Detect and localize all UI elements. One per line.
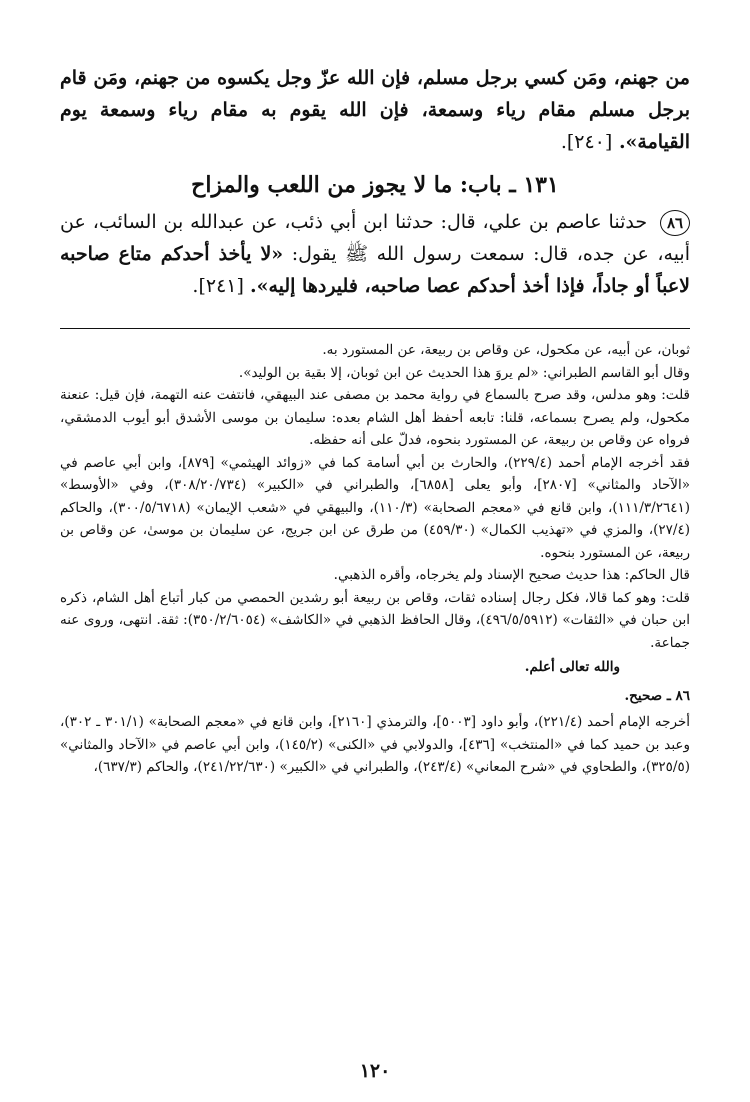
- footnote-paragraph: قلت: وهو مدلس، وقد صرح بالسماع في رواية محمد بن مصفى عند البيهقي، فانتفت عنه التهمة، فإن قيل: عنعنة مكحول، ولم يصرح بسماعه، قلنا: تابعه أحفظ أهل الشام بعده: سليمان بن موسى الأشدق أبو أيوب الدمشقي، فرواه عن وقاص بن ربيعة، عن المستورد بنحوه، فدلّ على أنه حفظه.: [60, 387, 690, 448]
- hadith-block: [60, 206, 690, 302]
- main-text-continuation: [60, 62, 690, 158]
- hadith-isnad: حدثنا عاصم بن علي، قال: حدثنا ابن أبي ذئب، عن عبدالله بن السائب، عن أبيه، عن جده، قال: سمعت رسول الله ﷺ يقول:: [60, 211, 690, 265]
- footnote-86-text: أخرجه الإمام أحمد (٢٢١/٤)، وأبو داود [٥٠٠٣]، والترمذي [٢١٦٠]، وابن قانع في «معجم الصحابة» (٣٠١/١ ـ ٣٠٢)، وعبد بن حميد كما في «المنتخب» [٤٣٦]، والدولابي في «الكنى» (١٤٥/٢)، وابن أبي عاصم في «الآحاد والمثاني» (٣٢٥/٥)، والطحاوي في «شرح المعاني» (٢٤٣/٤)، والطبراني في «الكبير» (٢٤١/٢٢/٦٣٠)، والحاكم (٦٣٧/٣)،: [60, 714, 690, 775]
- continuation-reference: [٢٤٠].: [560, 131, 613, 153]
- footnote-86-label: ٨٦ ـ صحيح.: [624, 687, 690, 704]
- footnote-paragraph: وقال أبو القاسم الطبراني: «لم يروَ هذا الحديث عن ابن ثوبان، إلا بقية بن الوليد».: [238, 364, 690, 381]
- continuation-paragraph: [60, 62, 690, 158]
- hadith-reference: [٢٤١].: [192, 275, 244, 297]
- footnote-closing: والله تعالى أعلم.: [524, 659, 620, 675]
- hadith-matn: «لا يأخذ أحدكم متاع صاحبه لاعباً أو جاداً، فإذا أخذ أحدكم عصا صاحبه، فليردها إليه».: [60, 243, 690, 297]
- footnote-paragraph: فقد أخرجه الإمام أحمد (٢٢٩/٤)، والحارث بن أبي أسامة كما في «زوائد الهيثمي» [٨٧٩]، وابن أبي عاصم في «الآحاد والمثاني» [٢٨٠٧]، وأبو يعلى [٦٨٥٨]، والطبراني في «الكبير» (٣٠٨/٢٠/٧٣٤)، وفي «الأوسط» (١١١/٣/٢٦٤١)، وابن قانع في «معجم الصحابة» (١١٠/٣)، والبيهقي في «شعب الإيمان» (٣٠٠/٥/٦٧١٨)، والحاكم (٢٧/٤)، والمزي في «تهذيب الكمال» (٤٥٩/٣٠) من طرق عن ابن جريج، عن سليمان بن موسىٰ، عن وقاص بن ربيعة، عن المستورد بنحوه.: [60, 454, 690, 561]
- footnote-divider: [60, 328, 690, 329]
- page: [60, 62, 690, 1082]
- chapter-heading: ١٣١ ـ باب: ما لا يجوز من اللعب والمزاح: [191, 172, 559, 198]
- footnote-paragraph: ثوبان، عن أبيه، عن مكحول، عن وقاص بن ربيعة، عن المستورد به.: [322, 342, 690, 358]
- footnote-paragraph: قلت: وهو كما قالا، فكل رجال إسناده ثقات، وقاص بن ربيعة أبو رشدين الحمصي من كبار أتباع أهل الشام، ذكره ابن حبان في «الثقات» (٤٩٦/٥/٥٩١٢)، وقال الحافظ الذهبي في «الكاشف» (٣٥٠/٢/٦٠٥٤): ثقة. انتهى، وروى عنه جماعة.: [60, 589, 690, 651]
- page-number: ١٢٠: [359, 1060, 391, 1082]
- footnotes: [60, 339, 690, 779]
- continuation-text: من جهنم، ومَن كسي برجل مسلم، فإن الله عزّ وجل يكسوه من جهنم، ومَن قام برجل مسلم مقام رياء وسمعة، فإن الله يقوم به مقام رياء وسمعة يوم القيامة».: [60, 67, 690, 153]
- footnote-paragraph: قال الحاكم: هذا حديث صحيح الإسناد ولم يخرجاه، وأقره الذهبي.: [333, 567, 690, 583]
- hadith-number-circle: ٨٦: [660, 210, 690, 236]
